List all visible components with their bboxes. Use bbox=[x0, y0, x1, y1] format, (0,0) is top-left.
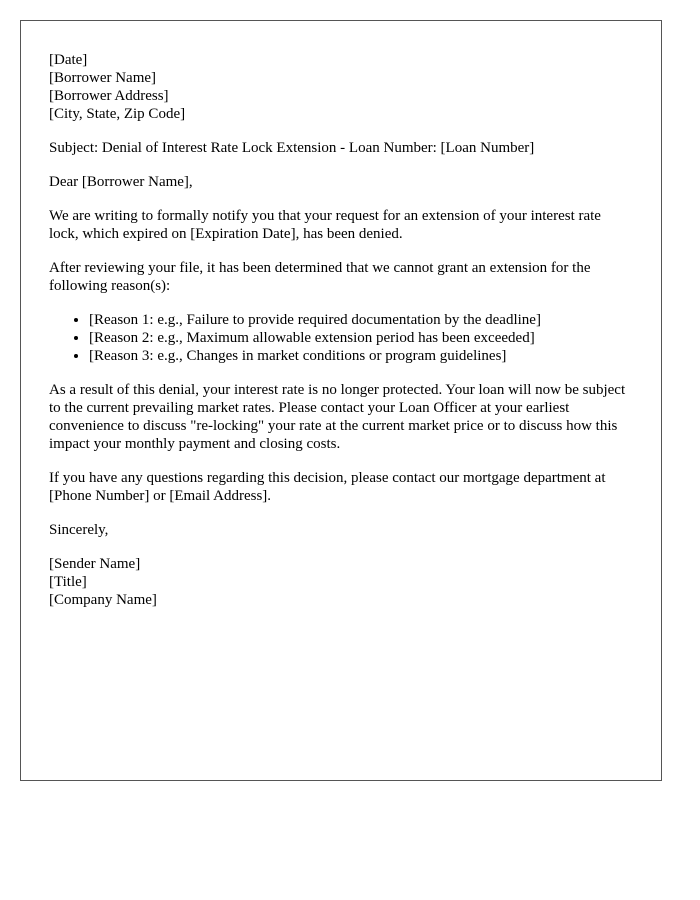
letter bbox=[20, 20, 662, 781]
reasons-intro-paragraph: After reviewing your file, it has been determined that we cannot grant an extension for the following reason(s): bbox=[49, 260, 591, 294]
contact-paragraph: If you have any questions regarding this decision, please contact our mortgage department at [Phone Number] or [Email Address]. bbox=[49, 470, 606, 504]
company-name: [Company Name] bbox=[49, 592, 157, 608]
borrower-name: [Borrower Name] bbox=[49, 70, 157, 86]
list-item: • [Reason 3: e.g., Changes in market conditions or program guidelines] bbox=[89, 347, 632, 365]
subject-line: Subject: Denial of Interest Rate Lock Extension - Loan Number: [Loan Number] bbox=[49, 140, 535, 156]
list-item: • [Reason 1: e.g., Failure to provide required documentation by the deadline] bbox=[89, 311, 632, 329]
sender-title: [Title] bbox=[49, 574, 87, 590]
salutation: Dear [Borrower Name], bbox=[49, 174, 193, 190]
recipient-block bbox=[49, 51, 632, 123]
date: [Date] bbox=[49, 52, 88, 68]
signature-block bbox=[49, 555, 632, 609]
signoff: Sincerely, bbox=[49, 522, 109, 538]
reasons-list bbox=[49, 311, 632, 365]
intro-paragraph: We are writing to formally notify you that your request for an extension of your interest rate lock, which expired on [Expiration Date], has been denied. bbox=[49, 208, 601, 242]
list-item: • [Reason 2: e.g., Maximum allowable extension period has been exceeded] bbox=[89, 329, 632, 347]
sender-name: [Sender Name] bbox=[49, 556, 141, 572]
city-state-zip: [City, State, Zip Code] bbox=[49, 106, 186, 122]
consequence-paragraph: As a result of this denial, your interest rate is no longer protected. Your loan will now be subject to the current prevailing market rates. Please contact your Loan Officer at your earliest convenience to discuss "re-locking" your rate at the current market price or to discuss how this impact your monthly payment and closing costs. bbox=[49, 382, 626, 452]
borrower-address: [Borrower Address] bbox=[49, 88, 169, 104]
